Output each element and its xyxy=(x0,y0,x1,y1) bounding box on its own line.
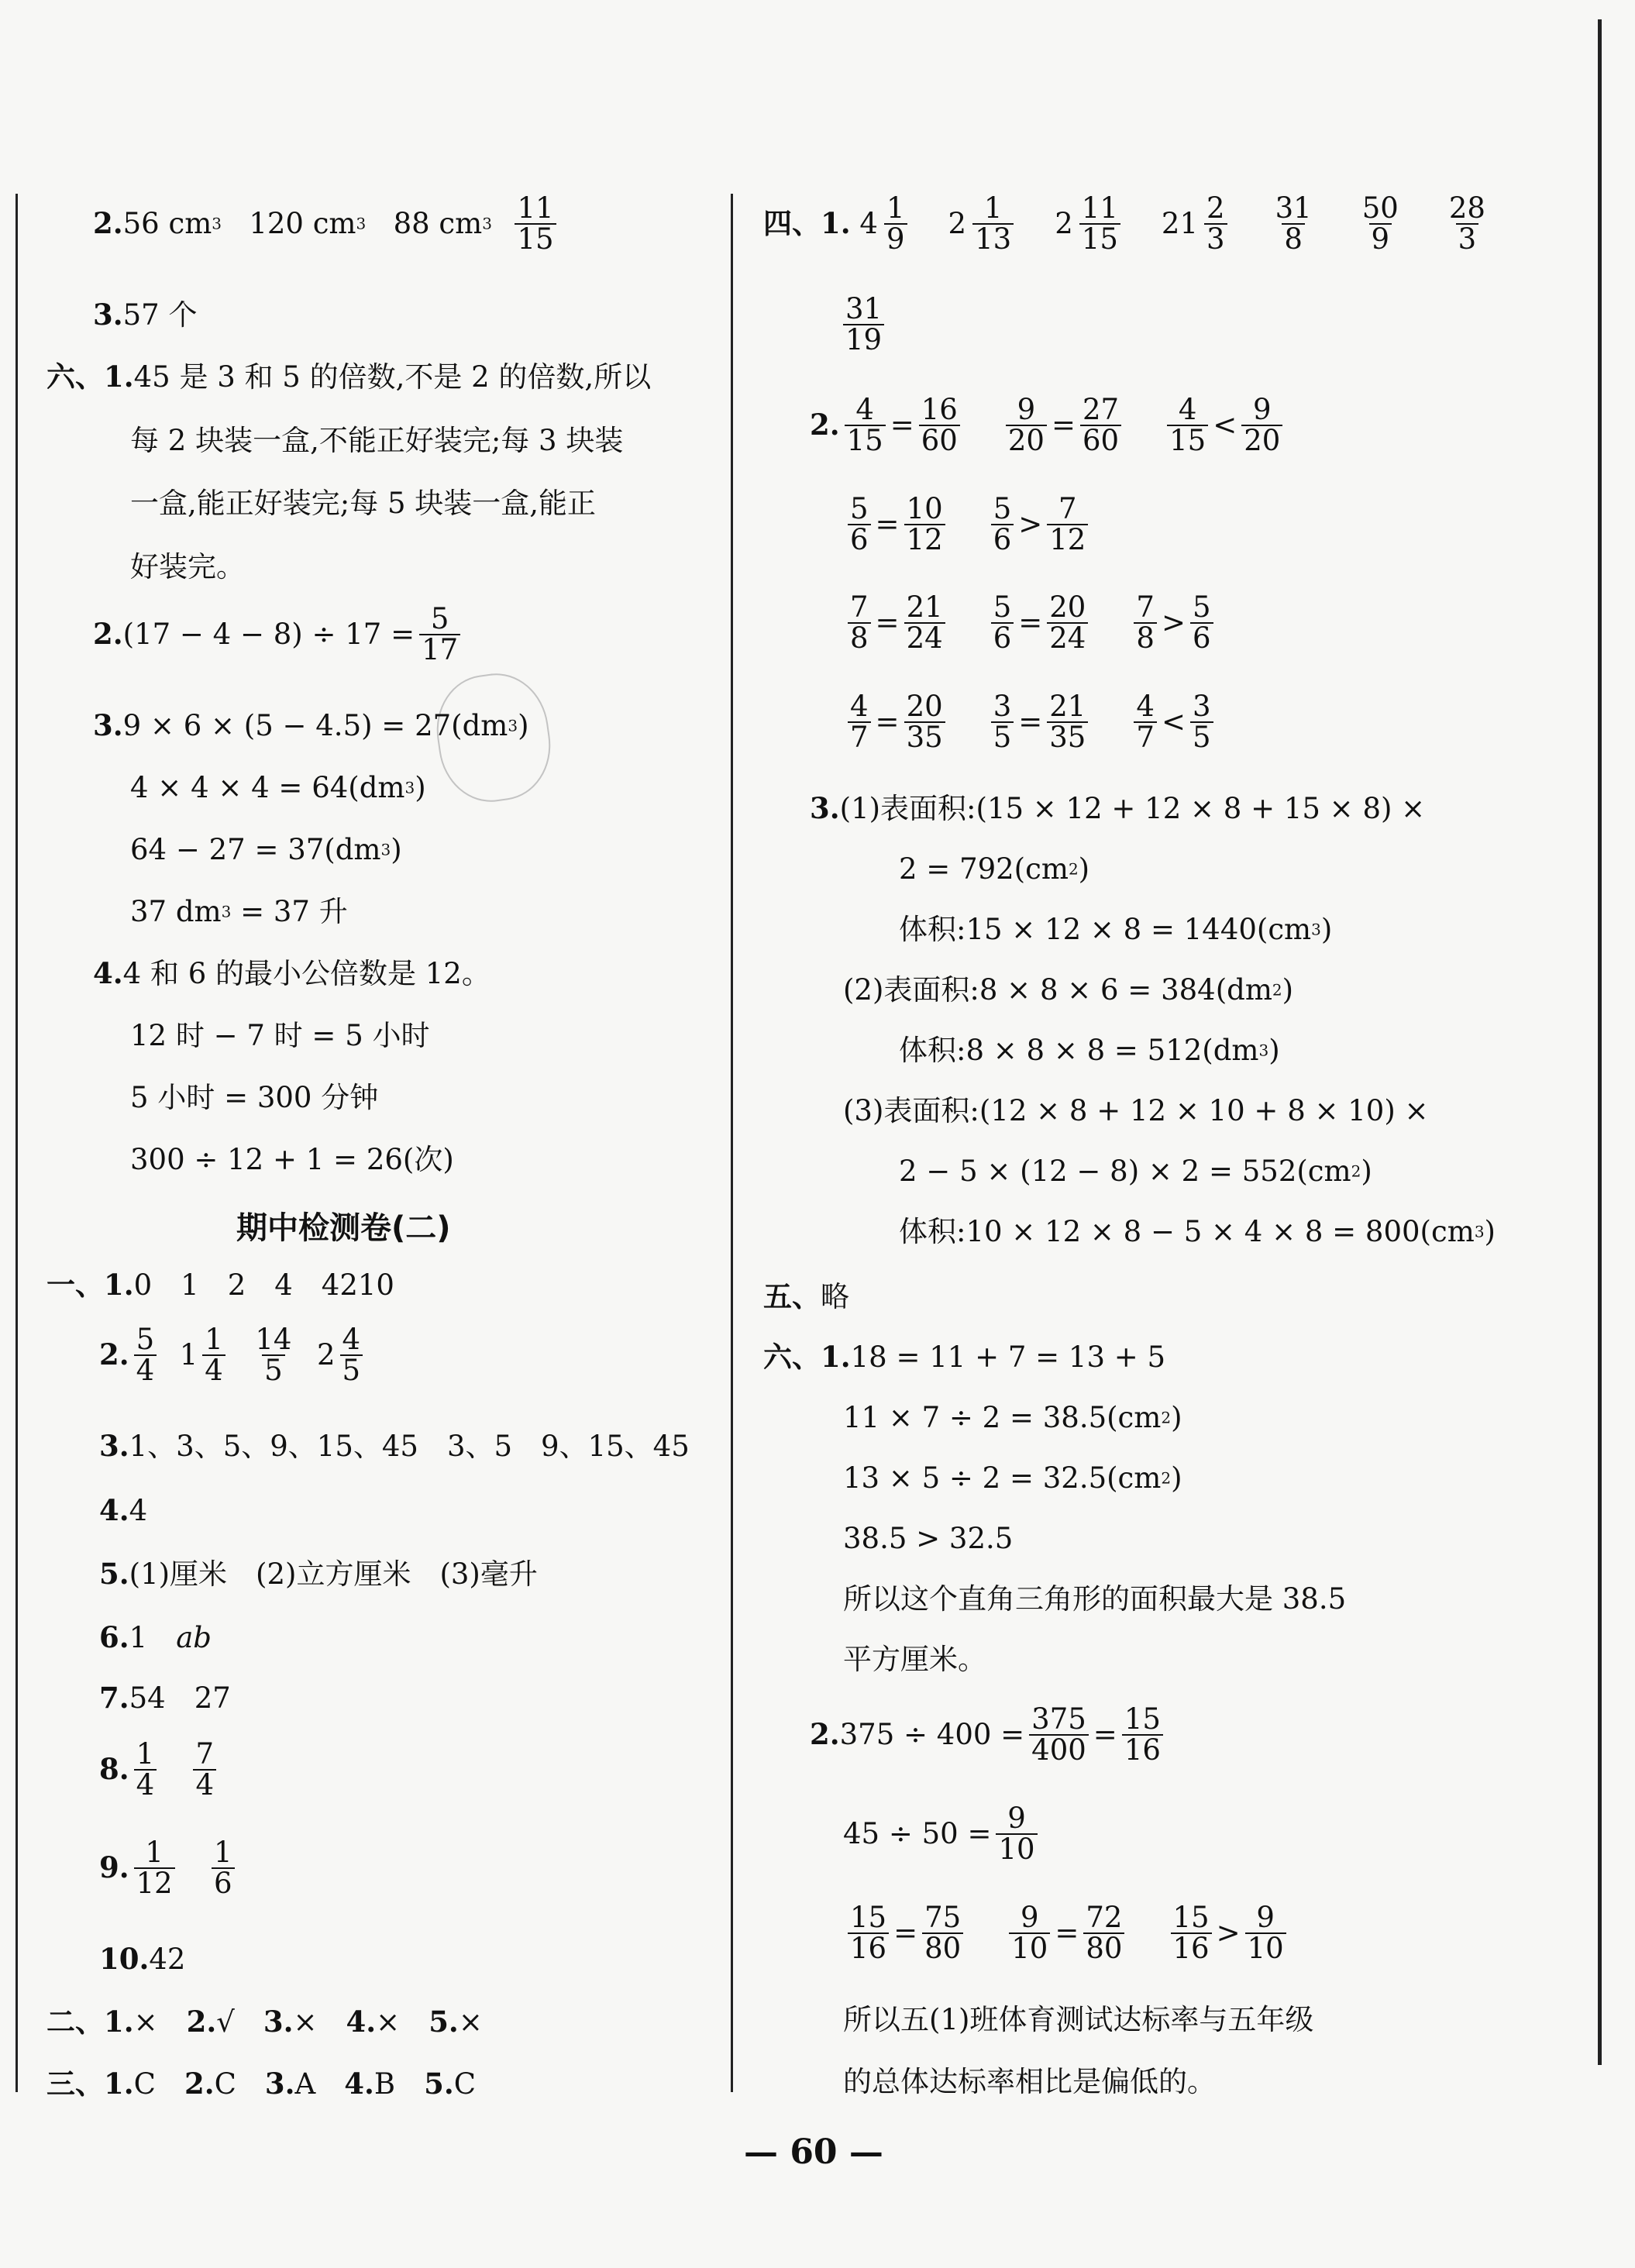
column-divider xyxy=(731,194,733,2092)
answer-line: 五、略 xyxy=(763,1279,849,1313)
answer-line: 4.4 xyxy=(99,1493,148,1527)
fraction: $\frac{20}{24}$ xyxy=(1047,593,1088,652)
answer-line: 2. $\frac{4}{15}$ = $\frac{16}{60}$ $\frac{9}{20}$ = $\frac{27}{60}$ $\frac{4}{15}$ < $\frac{9}{20}$ xyxy=(810,395,1287,455)
answer-line: $\frac{7}{8}$ = $\frac{21}{24}$ $\frac{5}{6}$ = $\frac{20}{24}$ $\frac{7}{8}$ > $\frac{5}{6}$ xyxy=(843,593,1218,652)
answer-line: 四、1. 4 1 9 2 1 13 2 11 15 21 2 3 31 8 50 9 28 3 xyxy=(763,194,1492,253)
fraction: $\frac{5}{6}$ xyxy=(991,593,1014,652)
fraction: $\frac{1}{12}$ xyxy=(134,1838,175,1898)
fraction: 11 15 xyxy=(1079,194,1120,253)
fraction: $\frac{9}{20}$ xyxy=(1006,395,1047,455)
answer-line: 45 ÷ 50 = $\frac{9}{10}$ xyxy=(843,1804,1042,1864)
fraction: $\frac{3}{5}$ xyxy=(991,692,1014,752)
fraction: $\frac{16}{60}$ xyxy=(919,395,960,455)
fraction: $\frac{4}{15}$ xyxy=(845,395,886,455)
fraction: 28 3 xyxy=(1448,191,1485,256)
fraction: $\frac{75}{80}$ xyxy=(922,1903,963,1963)
answer-line: 2 − 5 × (12 − 8) × 2 = 552(cm2) xyxy=(899,1155,1372,1188)
fraction: $\frac{27}{60}$ xyxy=(1080,395,1121,455)
page-number: — 60 — xyxy=(744,2132,883,2172)
answer-line: 2.375 ÷ 400 = $\frac{375}{400}$ = $\frac{15}{16}$ xyxy=(810,1705,1168,1764)
answer-line: 2.(17 − 4 − 8) ÷ 17 = $\frac{5}{17}$ xyxy=(93,604,465,664)
right-edge-rule xyxy=(1598,19,1602,2065)
answer-line: 一、1.0 1 2 4 4210 xyxy=(46,1268,394,1302)
answer-line: 4.4 和 6 的最小公倍数是 12。 xyxy=(93,956,490,990)
answer-line: 12 时 − 7 时 = 5 小时 xyxy=(130,1019,430,1052)
fraction: $\frac{9}{10}$ xyxy=(1245,1903,1286,1963)
mixed-number: 21 2 3 xyxy=(1162,194,1232,253)
answer-line: 3.(1)表面积:(15 × 12 + 12 × 8 + 15 × 8) × xyxy=(810,791,1426,825)
fraction: $\frac{15}{16}$ xyxy=(1171,1903,1212,1963)
answer-line: $\frac{5}{6}$ = $\frac{10}{12}$ $\frac{5}{6}$ > $\frac{7}{12}$ xyxy=(843,494,1093,554)
answer-line: 好装完。 xyxy=(130,550,245,583)
fraction: $\frac{7}{8}$ xyxy=(848,593,871,652)
answer-line: 10.42 xyxy=(99,1942,186,1976)
answer-line: 体积:10 × 12 × 8 − 5 × 4 × 8 = 800(cm3) xyxy=(899,1215,1496,1248)
answer-line: 3.1、3、5、9、15、45 3、5 9、15、45 xyxy=(99,1429,690,1463)
fraction: 2 3 xyxy=(1204,194,1227,253)
answer-line: 一盒,能正好装完;每 5 块装一盒,能正 xyxy=(130,487,597,520)
answer-line: 11 × 7 ÷ 2 = 38.5(cm2) xyxy=(843,1401,1182,1434)
fraction: 1 13 xyxy=(972,194,1014,253)
fraction: $\frac{7}{4}$ xyxy=(193,1740,216,1799)
answer-line: 所以这个直角三角形的面积最大是 38.5 xyxy=(843,1582,1347,1616)
fraction: $\frac{9}{20}$ xyxy=(1241,395,1282,455)
answer-line: 平方厘米。 xyxy=(843,1643,986,1676)
answer-line: 38.5 > 32.5 xyxy=(843,1522,1014,1555)
answer-line: 六、1.45 是 3 和 5 的倍数,不是 2 的倍数,所以 xyxy=(46,360,652,394)
fraction: $\frac{1}{4}$ xyxy=(134,1740,157,1799)
fraction: $\frac{5}{17}$ xyxy=(419,604,460,664)
answer-line: 2 = 792(cm2) xyxy=(899,852,1090,886)
fraction: $\frac{5}{4}$ xyxy=(134,1325,157,1385)
fraction: $\frac{72}{80}$ xyxy=(1083,1903,1124,1963)
answer-line: 每 2 块装一盒,不能正好装完;每 3 块装 xyxy=(130,424,624,457)
answer-line: 二、1.× 2.√ 3.× 4.× 5.× xyxy=(46,2005,483,2039)
answer-line: 的总体达标率相比是偏低的。 xyxy=(843,2065,1216,2098)
answer-line: 体积:8 × 8 × 8 = 512(dm3) xyxy=(899,1034,1280,1067)
answer-line xyxy=(838,294,889,354)
mixed-number xyxy=(1268,191,1319,256)
fraction: $\frac{21}{35}$ xyxy=(1047,692,1088,752)
fraction: 50 9 xyxy=(1361,191,1399,256)
answer-line: 8. $\frac{1}{4}$ $\frac{7}{4}$ xyxy=(99,1740,221,1799)
answer-line: $\frac{15}{16}$ = $\frac{75}{80}$ $\frac{9}{10}$ = $\frac{72}{80}$ $\frac{15}{16}$ > $\frac{9}{10}$ xyxy=(843,1903,1291,1963)
fraction: $\frac{10}{12}$ xyxy=(904,494,945,554)
answer-line: 3.57 个 xyxy=(93,298,198,332)
fraction: 1 9 xyxy=(884,194,907,253)
fraction: $\frac{4}{15}$ xyxy=(1167,395,1208,455)
answer-line: 300 ÷ 12 + 1 = 26(次) xyxy=(130,1143,454,1176)
answer-line: 体积:15 × 12 × 8 = 1440(cm3) xyxy=(899,913,1333,946)
answer-line: 2. $\frac{5}{4}$ 1 $\frac{1}{4}$ $\frac{14}{5}$ 2 $\frac{4}{5}$ xyxy=(99,1325,367,1385)
answer-line: 7.54 27 xyxy=(99,1681,231,1715)
left-margin-rule xyxy=(15,194,18,2092)
fraction: $\frac{31}{19}$ xyxy=(843,294,884,354)
answer-line: 三、1.C 2.C 3.A 4.B 5.C xyxy=(46,2067,477,2101)
fraction: $\frac{21}{24}$ xyxy=(904,593,945,652)
answer-line: 6.1 ab xyxy=(99,1620,212,1654)
mixed-number xyxy=(1442,191,1492,256)
fraction: $\frac{5}{6}$ xyxy=(848,494,871,554)
fraction: $\frac{1}{4}$ xyxy=(202,1325,225,1385)
fraction: $\frac{375}{400}$ xyxy=(1029,1705,1089,1764)
answer-line: 5 小时 = 300 分钟 xyxy=(130,1081,379,1114)
fraction: $\frac{15}{16}$ xyxy=(1122,1705,1163,1764)
fraction: $\frac{3}{5}$ xyxy=(1190,692,1213,752)
fraction: $\frac{5}{6}$ xyxy=(1190,593,1213,652)
fraction: $\frac{4}{7}$ xyxy=(1134,692,1157,752)
mixed-number: 2 1 13 xyxy=(948,194,1019,253)
fraction: $\frac{1}{6}$ xyxy=(212,1838,235,1898)
fraction: $\frac{15}{16}$ xyxy=(848,1903,889,1963)
fraction: $\frac{7}{12}$ xyxy=(1047,494,1088,554)
answer-line: 64 − 27 = 37(dm3) xyxy=(130,833,402,866)
fraction: $\frac{14}{5}$ xyxy=(255,1323,292,1387)
answer-line: 37 dm3 = 37 升 xyxy=(130,895,348,928)
answer-line: 13 × 5 ÷ 2 = 32.5(cm2) xyxy=(843,1461,1182,1495)
answer-line: $\frac{4}{7}$ = $\frac{20}{35}$ $\frac{3}{5}$ = $\frac{21}{35}$ $\frac{4}{7}$ < $\frac{3}{5}$ xyxy=(843,692,1218,752)
answer-line: (3)表面积:(12 × 8 + 12 × 10 + 8 × 10) × xyxy=(843,1094,1429,1127)
fraction: $\frac{4}{5}$ xyxy=(340,1325,363,1385)
answer-line: 六、1.18 = 11 + 7 = 13 + 5 xyxy=(763,1340,1166,1374)
answer-line: 2.56 cm3 120 cm3 88 cm3 $\frac{11}{15}$ xyxy=(93,194,561,253)
answer-line: 3.9 × 6 × (5 − 4.5) = 27(dm3) xyxy=(93,708,529,742)
fraction: 31 8 xyxy=(1275,191,1312,256)
mixed-number: 4 1 9 xyxy=(859,194,911,253)
fraction: $\frac{4}{7}$ xyxy=(848,692,871,752)
fraction: $\frac{20}{35}$ xyxy=(904,692,945,752)
fraction: $\frac{9}{10}$ xyxy=(1009,1903,1050,1963)
answer-line: 4 × 4 × 4 = 64(dm3) xyxy=(130,771,426,804)
fraction: $\frac{7}{8}$ xyxy=(1134,593,1157,652)
section-title: 期中检测卷(二) xyxy=(236,1210,451,1246)
fraction: $\frac{11}{15}$ xyxy=(515,194,556,253)
answer-line: 9. $\frac{1}{12}$ $\frac{1}{6}$ xyxy=(99,1838,239,1898)
mixed-number: 2 11 15 xyxy=(1055,194,1125,253)
mixed-number xyxy=(1355,191,1406,256)
answer-line: 5.(1)厘米 (2)立方厘米 (3)毫升 xyxy=(99,1557,538,1591)
answer-line: 所以五(1)班体育测试达标率与五年级 xyxy=(843,2003,1314,2036)
answer-line: (2)表面积:8 × 8 × 6 = 384(dm2) xyxy=(843,973,1294,1007)
fraction: $\frac{5}{6}$ xyxy=(991,494,1014,554)
fraction: $\frac{9}{10}$ xyxy=(996,1804,1037,1864)
